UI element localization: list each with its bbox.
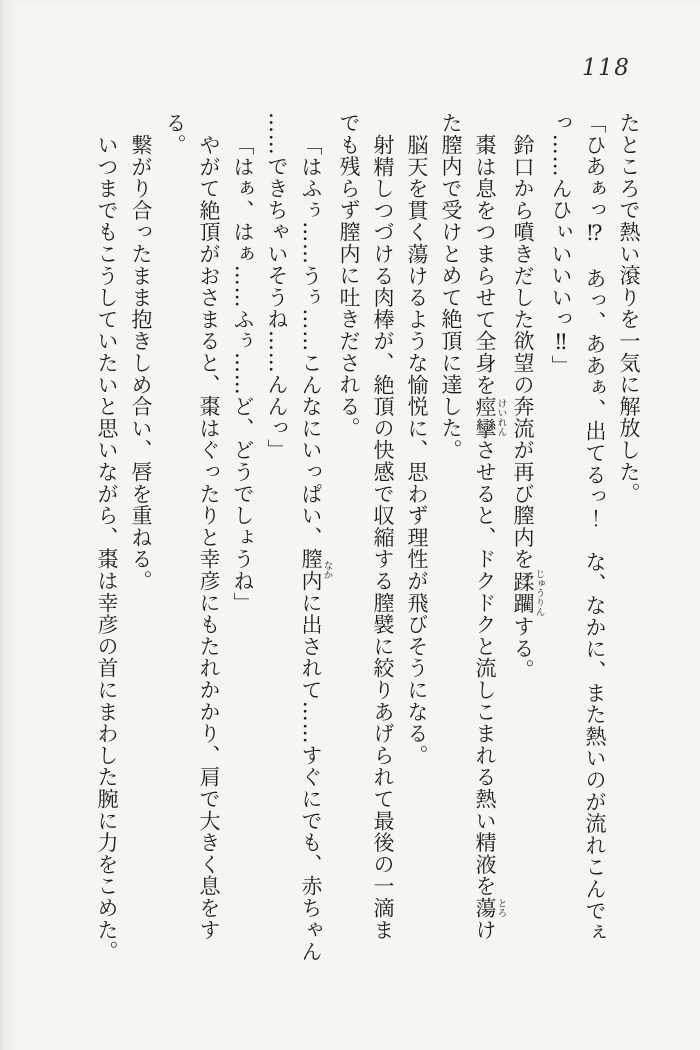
furigana-ruby: 膣内なか xyxy=(299,548,333,592)
text-line: た膣内で受けとめて絶頂に達した。 xyxy=(439,112,463,461)
text-line: る。 xyxy=(163,112,187,156)
text-line: 脳天を貫く蕩けるような愉悦に、思わず理性が飛びそうになる。 xyxy=(405,134,429,767)
page-number: 118 xyxy=(582,55,631,81)
text-line: ……できちゃいそうね……んんっ」 xyxy=(265,112,289,461)
text-line: 「はふぅ……うぅ……こんなにいっぱい、膣内なかに出されて……すぐにでも、赤ちゃん xyxy=(299,134,333,963)
text-line: 「はぁ、はぁ……ふぅ……ど、どうでしょうね」 xyxy=(231,134,255,614)
furigana-ruby: 蹂躙じゅうりん xyxy=(511,569,545,617)
text-line: 棗は息をつまらせて全身を痙攣けいれんさせると、ドクドクと流しこまれる熱い精液を蕩とろけ xyxy=(473,134,507,941)
furigana-ruby: 蕩とろ xyxy=(473,897,507,919)
text-line: でも残らず膣内に吐きだされる。 xyxy=(337,112,361,439)
text-line: 鈴口から噴きだした欲望の奔流が再び膣内を蹂躙じゅうりんする。 xyxy=(511,134,545,681)
text-line: 射精しつづける肉棒が、絶頂の快感で収縮する膣襞に絞りあげられて最後の一滴ま xyxy=(371,134,395,941)
text-line: っ……んひぃいいいっ‼」 xyxy=(549,112,573,377)
text-line: 「ひあぁっ⁉ あっ、ああぁ、出てるっ！ な、なかに、また熱いのが流れこんでぇ xyxy=(583,112,607,944)
text-line: 繋がり合ったまま抱きしめ合い、唇を重ねる。 xyxy=(129,134,153,592)
text-line: たところで熱い滾りを一気に解放した。 xyxy=(617,112,641,505)
text-block xyxy=(90,112,646,988)
text-line: いつまでもこうしていたいと思いながら、棗は幸彦の首にまわした腕に力をこめた。 xyxy=(95,134,119,963)
furigana-ruby: 痙攣けいれん xyxy=(473,395,507,440)
text-line: やがて絶頂がおさまると、棗はぐったりと幸彦にもたれかかり、肩で大きく息をす xyxy=(197,134,221,941)
